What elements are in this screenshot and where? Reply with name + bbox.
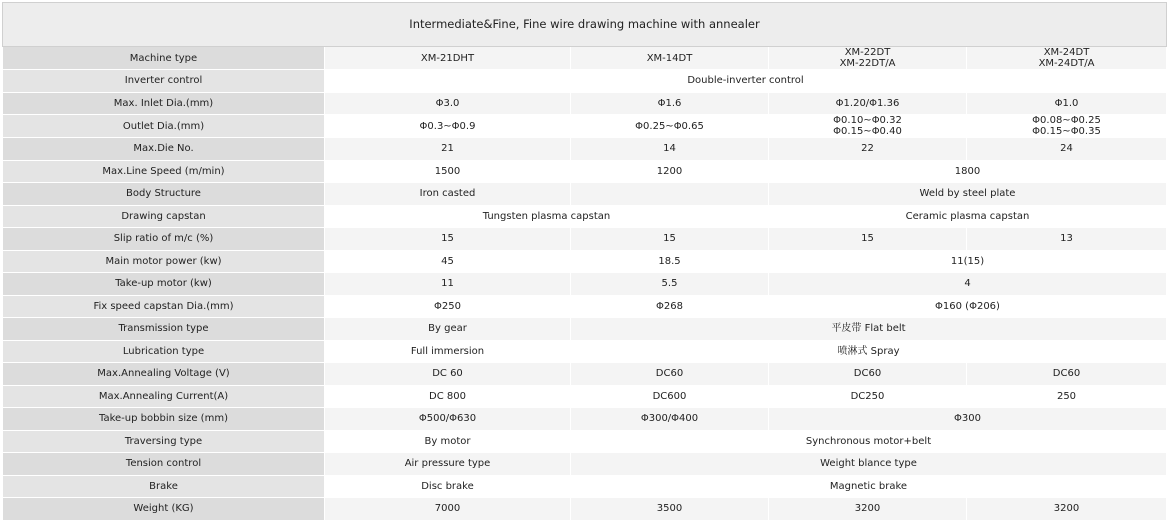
title-row xyxy=(3,3,1167,47)
spec-value-cell: Φ1.20/Φ1.36 xyxy=(769,92,967,115)
spec-value-cell: 11 xyxy=(325,273,571,296)
spec-value-cell: Φ0.10~Φ0.32 Φ0.15~Φ0.40 xyxy=(769,115,967,138)
spec-value-cell: XM-24DT XM-24DT/A xyxy=(967,47,1167,70)
spec-value-cell: 22 xyxy=(769,138,967,161)
spec-value-cell: Φ300 xyxy=(769,408,1167,431)
spec-value-cell: 15 xyxy=(769,228,967,251)
row-label: Body Structure xyxy=(3,183,325,206)
row-label: Take-up bobbin size (mm) xyxy=(3,408,325,431)
table-row xyxy=(3,160,1167,183)
table-row xyxy=(3,498,1167,521)
spec-value-cell: Φ0.25~Φ0.65 xyxy=(571,115,769,138)
spec-value-cell: Air pressure type xyxy=(325,453,571,476)
spec-value-cell: 3500 xyxy=(571,498,769,521)
spec-value-cell: 15 xyxy=(325,228,571,251)
row-label: Max.Line Speed (m/min) xyxy=(3,160,325,183)
row-label: Inverter control xyxy=(3,70,325,93)
table-row xyxy=(3,228,1167,251)
table-row xyxy=(3,318,1167,341)
spec-value-cell: 3200 xyxy=(769,498,967,521)
spec-value-cell: XM-22DT XM-22DT/A xyxy=(769,47,967,70)
spec-value-cell: By motor xyxy=(325,430,571,453)
spec-value-cell: 45 xyxy=(325,250,571,273)
table-row xyxy=(3,183,1167,206)
table-row xyxy=(3,363,1167,386)
table-row xyxy=(3,250,1167,273)
spec-value-cell: 11(15) xyxy=(769,250,1167,273)
row-label: Slip ratio of m/c (%) xyxy=(3,228,325,251)
row-label: Traversing type xyxy=(3,430,325,453)
table-row xyxy=(3,115,1167,138)
table-row xyxy=(3,273,1167,296)
table-row xyxy=(3,295,1167,318)
spec-value-cell: Φ0.08~Φ0.25 Φ0.15~Φ0.35 xyxy=(967,115,1167,138)
spec-value-cell: Φ500/Φ630 xyxy=(325,408,571,431)
spec-value-cell: 平皮带 Flat belt xyxy=(571,318,1167,341)
row-label: Weight (KG) xyxy=(3,498,325,521)
spec-value-cell: 1500 xyxy=(325,160,571,183)
row-label: Brake xyxy=(3,475,325,498)
spec-value-cell: Weld by steel plate xyxy=(769,183,1167,206)
spec-value-cell: 喷淋式 Spray xyxy=(571,340,1167,363)
spec-value-cell: By gear xyxy=(325,318,571,341)
spec-value-cell: DC60 xyxy=(769,363,967,386)
spec-value-cell: DC60 xyxy=(967,363,1167,386)
table-row xyxy=(3,453,1167,476)
spec-value-cell: 24 xyxy=(967,138,1167,161)
table-row xyxy=(3,92,1167,115)
spec-value-cell: 15 xyxy=(571,228,769,251)
spec-value-cell: 4 xyxy=(769,273,1167,296)
spec-value-cell: Φ250 xyxy=(325,295,571,318)
spec-value-cell: 18.5 xyxy=(571,250,769,273)
spec-value-cell: Weight blance type xyxy=(571,453,1167,476)
spec-value-cell xyxy=(571,183,769,206)
spec-value-cell: Double-inverter control xyxy=(325,70,1167,93)
spec-value-cell: 5.5 xyxy=(571,273,769,296)
table-title: Intermediate&Fine, Fine wire drawing machine with annealer xyxy=(3,3,1167,47)
spec-value-cell: Synchronous motor+belt xyxy=(571,430,1167,453)
spec-value-cell: Iron casted xyxy=(325,183,571,206)
row-label: Machine type xyxy=(3,47,325,70)
spec-value-cell: DC600 xyxy=(571,385,769,408)
table-row xyxy=(3,475,1167,498)
spec-value-cell: Magnetic brake xyxy=(571,475,1167,498)
spec-value-cell: Φ0.3~Φ0.9 xyxy=(325,115,571,138)
row-label: Drawing capstan xyxy=(3,205,325,228)
spec-table-body xyxy=(3,3,1167,521)
spec-value-cell: DC 800 xyxy=(325,385,571,408)
table-row xyxy=(3,430,1167,453)
row-label: Max.Annealing Voltage (V) xyxy=(3,363,325,386)
table-row xyxy=(3,205,1167,228)
row-label: Lubrication type xyxy=(3,340,325,363)
spec-value-cell: 7000 xyxy=(325,498,571,521)
spec-value-cell: 14 xyxy=(571,138,769,161)
spec-value-cell: 13 xyxy=(967,228,1167,251)
spec-value-cell: XM-14DT xyxy=(571,47,769,70)
row-label: Max.Die No. xyxy=(3,138,325,161)
spec-value-cell: Φ300/Φ400 xyxy=(571,408,769,431)
spec-value-cell: 3200 xyxy=(967,498,1167,521)
spec-value-cell: Full immersion xyxy=(325,340,571,363)
spec-value-cell: Φ3.0 xyxy=(325,92,571,115)
spec-value-cell: Φ1.0 xyxy=(967,92,1167,115)
spec-value-cell: 1800 xyxy=(769,160,1167,183)
spec-value-cell: Φ160 (Φ206) xyxy=(769,295,1167,318)
table-row xyxy=(3,385,1167,408)
row-label: Main motor power (kw) xyxy=(3,250,325,273)
spec-value-cell: DC 60 xyxy=(325,363,571,386)
spec-value-cell: 250 xyxy=(967,385,1167,408)
spec-value-cell: Φ268 xyxy=(571,295,769,318)
spec-table xyxy=(2,2,1167,521)
row-label: Take-up motor (kw) xyxy=(3,273,325,296)
row-label: Tension control xyxy=(3,453,325,476)
row-label: Outlet Dia.(mm) xyxy=(3,115,325,138)
spec-value-cell: XM-21DHT xyxy=(325,47,571,70)
row-label: Max. Inlet Dia.(mm) xyxy=(3,92,325,115)
table-row xyxy=(3,70,1167,93)
table-row xyxy=(3,340,1167,363)
spec-value-cell: Ceramic plasma capstan xyxy=(769,205,1167,228)
spec-value-cell: 1200 xyxy=(571,160,769,183)
spec-value-cell: DC60 xyxy=(571,363,769,386)
spec-value-cell: Φ1.6 xyxy=(571,92,769,115)
spec-value-cell: 21 xyxy=(325,138,571,161)
spec-value-cell: Tungsten plasma capstan xyxy=(325,205,769,228)
spec-value-cell: DC250 xyxy=(769,385,967,408)
table-row xyxy=(3,408,1167,431)
row-label: Max.Annealing Current(A) xyxy=(3,385,325,408)
spec-value-cell: Disc brake xyxy=(325,475,571,498)
row-label: Fix speed capstan Dia.(mm) xyxy=(3,295,325,318)
row-label: Transmission type xyxy=(3,318,325,341)
table-row xyxy=(3,47,1167,70)
table-row xyxy=(3,138,1167,161)
